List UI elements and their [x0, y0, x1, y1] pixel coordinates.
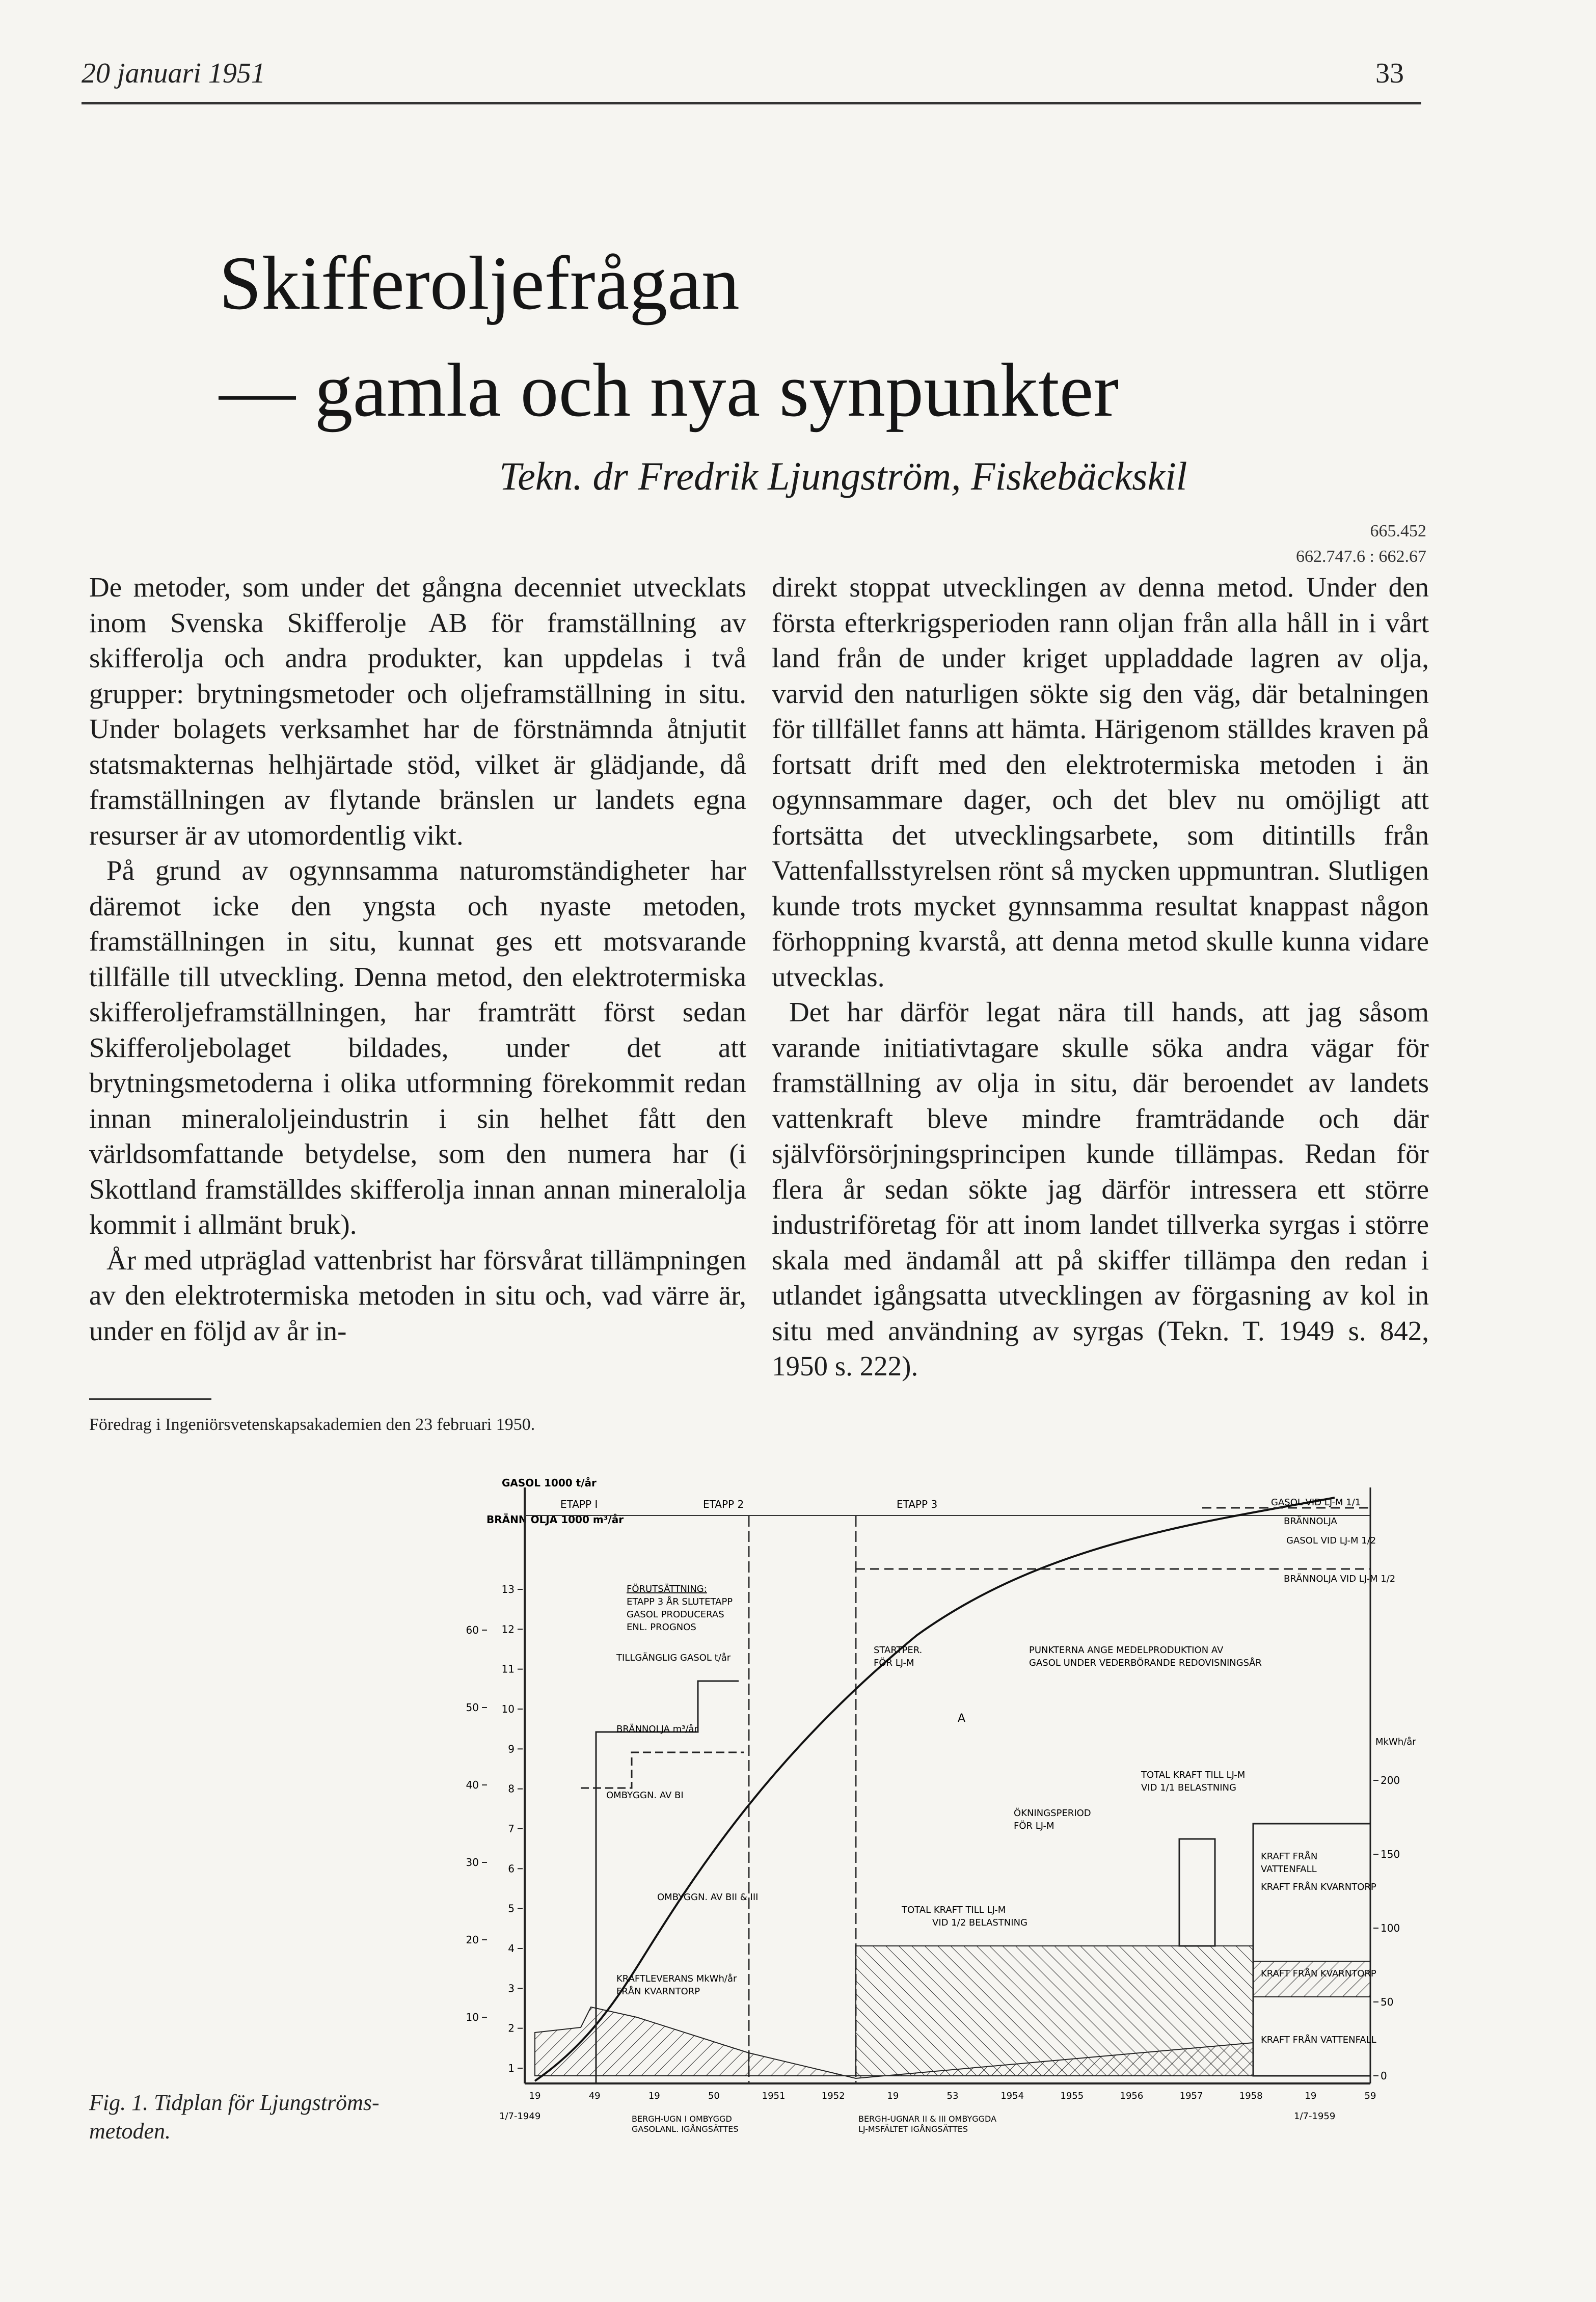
left-inner-tick-label: 6 [508, 1862, 515, 1875]
figure-caption-line-1: Fig. 1. Tidplan för Ljungströms- [89, 2090, 380, 2115]
left-inner-tick-label: 12 [501, 1623, 515, 1636]
note-startper: STARTPER. [874, 1645, 923, 1656]
note-vattenfall: VATTENFALL [1261, 1864, 1317, 1875]
class-code-2: 662.747.6 : 662.67 [1296, 547, 1426, 566]
year-label: 50 [708, 2091, 720, 2101]
note-kraft-kvarntorp-1: KRAFT FRÅN KVARNTORP [1261, 1882, 1376, 1892]
paragraph: direkt stoppat utvecklingen av denna metod. Under den första efterkrigsperioden rann oljan från alla håll in i vårt land från de under kriget uppladdade lagren av olja, varvid den naturligen sökte sig den väg, där betalningen för tillfället fanns att hämta. Härigenom ställdes kraven på fortsatt drift med den elektrotermiska metoden i än ogynnsammare dager, och det blev nu omöjligt att fortsätta det utvecklingsarbete, som ditintills från Vattenfallsstyrelsen rönt så mycken uppmuntran. Slutligen kunde trots mycket gynnsamma resultat knappast någon förhoppning kvarstå, att denna metod skulle kunna vidare utvecklas. [772, 572, 1429, 992]
paragraph: På grund av ogynnsamma naturomständigheter har däremot icke den yngsta och nyaste metoden, framställningen in situ, kunnat ges ett motsvarande tillfälle till utveckling. Denna metod, den elektrotermiska skifferoljeframställningen, har framträtt först sedan Skifferoljebolaget bildades, under det att brytningsmetoderna i olika utformning förekommit redan innan mineraloljeindustrin i sin helhet fått den världsomfattande betydelse, som den numera har (i Skottland framställdes skifferolja innan annan mineralolja kommit i allmänt bruk). [89, 855, 746, 1240]
kraft-kvarntorp-block [1253, 1961, 1370, 1997]
footnote-rule [89, 1398, 211, 1400]
paragraph: De metoder, som under det gångna decenniet utvecklats inom Svenska Skifferolje AB för framställning av skifferolja och andra produkter, kan uppdelas i två grupper: brytningsmetoder och oljeframställning in situ. Under bolagets verksamhet har de förstnämnda åtnjutit statsmakternas helhjärtade stöd, vilket är glädjande, då framställningen av flytande bränslen ur landets egna resurser är av utomordentlig vikt. [89, 572, 746, 851]
note-okningsperiod: ÖKNINGSPERIOD [1014, 1808, 1091, 1819]
left-outer-tick-label: 10 [466, 2011, 479, 2023]
left-inner-tick-label: 8 [508, 1782, 515, 1795]
note-forutsattning: FÖRUTSÄTTNING: [627, 1584, 707, 1594]
footnote: Föredrag i Ingeniörsvetenskapsakademien den 23 februari 1950. [89, 1415, 535, 1434]
note-total-kraft-half: TOTAL KRAFT TILL LJ-M [902, 1905, 1006, 1915]
axis-header-mkwh: MkWh/år [1375, 1737, 1416, 1747]
timeline-chart-svg [458, 1467, 1467, 2155]
year-label: 49 [588, 2091, 601, 2101]
year-label: 53 [946, 2091, 959, 2101]
year-label: 1958 [1239, 2091, 1263, 2101]
note-okningsperiod-2: FÖR LJ-M [1014, 1821, 1054, 1831]
axis-header-brannolja: BRÄNN OLJA 1000 m³/år [486, 1513, 624, 1526]
legend-brannolja: BRÄNNOLJA [1284, 1516, 1337, 1527]
left-inner-tick-label: 9 [508, 1743, 515, 1755]
paragraph: Det har därför legat nära till hands, att jag såsom varande initiativtagare skulle söka andra vägar för framställning av olja in situ, där beroendet av landets vattenkraft bleve mindre framträdande och där självförsörjningsprincipen kunde tillämpas. Redan för flera år sedan sökte jag därför intressera ett större industriföretag för att inom landet tillverka syrgas i större skala med ändamål att på skiffer tillämpa den redan i utlandet igångsatta utvecklingen av förgasning av kol in situ med användning av syrgas (Tekn. T. 1949 s. 842, 1950 s. 222). [772, 996, 1429, 1382]
year-label: 1954 [1000, 2091, 1024, 2101]
left-inner-tick-label: 1 [508, 2062, 515, 2074]
year-label: 19 [1305, 2091, 1317, 2101]
figure-caption-line-2: metoden. [89, 2119, 171, 2144]
legend-gasol-ljm-half: GASOL VID LJ-M 1/2 [1286, 1535, 1376, 1546]
left-outer-tick-label: 20 [466, 1934, 479, 1946]
note-kraft-fran: KRAFT FRÅN [1261, 1851, 1318, 1862]
note-forutsattning-3: GASOL PRODUCERAS [627, 1609, 724, 1620]
left-outer-ticks [466, 1624, 487, 2023]
note-total-kraft: TOTAL KRAFT TILL LJ-M [1141, 1770, 1246, 1780]
note-bergh-ugnar-2: LJ-MSFÄLTET IGÅNGSÄTTES [858, 2124, 968, 2134]
figure-caption [89, 2089, 446, 2146]
kraft-kvarntorp-area-early [535, 2007, 749, 2076]
note-tillganglig: TILLGÄNGLIG GASOL t/år [616, 1653, 731, 1663]
note-kraft-vattenfall: KRAFT FRÅN VATTENFALL [1261, 2035, 1376, 2045]
left-outer-tick-label: 50 [466, 1701, 479, 1714]
left-inner-tick-label: 10 [501, 1703, 515, 1715]
header-date: 20 januari 1951 [82, 58, 265, 89]
year-label: 1952 [821, 2091, 845, 2101]
year-label: 59 [1364, 2091, 1376, 2101]
note-bergh-ugnar-1: BERGH-UGNAR II & III OMBYGGDA [858, 2114, 997, 2124]
right-tick-label: 50 [1381, 1996, 1394, 2008]
note-for-ljm: FÖR LJ-M [874, 1658, 914, 1668]
right-ticks [1373, 1774, 1400, 2082]
stage-label-3: ETAPP 3 [897, 1498, 938, 1510]
year-label: 1957 [1179, 2091, 1203, 2101]
year-label: 1955 [1060, 2091, 1084, 2101]
year-label: 1956 [1120, 2091, 1144, 2101]
left-column [89, 570, 746, 1348]
note-vid-1-1: VID 1/1 BELASTNING [1141, 1782, 1236, 1793]
year-label: 19 [529, 2091, 541, 2101]
right-tick-label: 0 [1381, 2070, 1387, 2082]
date-label-end: 1/7-1959 [1294, 2111, 1336, 2122]
left-inner-tick-label: 5 [508, 1902, 515, 1915]
year-label: 19 [648, 2091, 660, 2101]
article-byline: Tekn. dr Fredrik Ljungström, Fiskebäckskil [499, 454, 1187, 498]
left-inner-tick-label: 11 [501, 1663, 515, 1675]
left-inner-tick-label: 4 [508, 1942, 515, 1955]
note-vid-1-2: VID 1/2 BELASTNING [932, 1917, 1027, 1928]
left-inner-tick-label: 3 [508, 1982, 515, 1995]
left-outer-tick-label: 60 [466, 1624, 479, 1636]
note-bergh-ugn-1: BERGH-UGN I OMBYGGD [632, 2114, 732, 2124]
note-brannolja: BRÄNNOLJA m³/år [616, 1724, 698, 1735]
header-rule [82, 102, 1421, 104]
note-forutsattning-2: ETAPP 3 ÅR SLUTETAPP [627, 1596, 733, 1607]
left-inner-tick-label: 2 [508, 2022, 515, 2035]
stage-label-1: ETAPP I [560, 1498, 598, 1510]
note-point-a: A [958, 1712, 966, 1725]
note-punkterna-2: GASOL UNDER VEDERBÖRANDE REDOVISNINGSÅR [1029, 1658, 1262, 1668]
note-kraftleverans: KRAFTLEVERANS MkWh/år [616, 1973, 737, 1984]
year-label: 1951 [762, 2091, 786, 2101]
page-number: 33 [1375, 58, 1404, 89]
left-inner-ticks [502, 1583, 523, 2074]
note-punkterna: PUNKTERNA ANGE MEDELPRODUKTION AV [1029, 1645, 1224, 1656]
paragraph: År med utpräglad vattenbrist har försvårat tillämpningen av den elektrotermiska metoden in situ och, vad värre är, under en följd av år in- [89, 1244, 746, 1346]
okningsperiod-box [1179, 1839, 1215, 1946]
brannolja-step [581, 1752, 744, 1788]
axis-header-gasol: GASOL 1000 t/år [502, 1477, 597, 1489]
year-ticks [529, 2091, 1376, 2101]
figure-timeline-chart [458, 1467, 1467, 2155]
right-tick-label: 150 [1381, 1848, 1400, 1860]
classification-codes [1212, 519, 1426, 570]
left-outer-tick-label: 40 [466, 1779, 479, 1791]
right-column [772, 570, 1429, 1384]
note-fran-kvarntorp: FRÅN KVARNTORP [616, 1986, 700, 1997]
year-label: 19 [887, 2091, 899, 2101]
article-title-line-1: Skifferoljefrågan [219, 241, 740, 326]
right-tick-label: 100 [1381, 1922, 1400, 1934]
note-forutsattning-4: ENL. PROGNOS [627, 1622, 696, 1633]
legend-brannolja-ljm-half: BRÄNNOLJA VID LJ-M 1/2 [1284, 1574, 1396, 1584]
right-tick-label: 200 [1381, 1774, 1400, 1786]
left-outer-tick-label: 30 [466, 1856, 479, 1868]
left-inner-tick-label: 13 [501, 1583, 515, 1595]
note-ombyggn-bi: OMBYGGN. AV BI [606, 1790, 684, 1801]
article-title-line-2: — gamla och nya synpunkter [219, 348, 1119, 432]
note-bergh-ugn-2: GASOLANL. IGÅNGSÄTTES [632, 2124, 739, 2134]
date-label-start: 1/7-1949 [499, 2111, 541, 2122]
left-inner-tick-label: 7 [508, 1823, 515, 1835]
stage-label-2: ETAPP 2 [703, 1498, 744, 1510]
note-kraft-kvarntorp-2: KRAFT FRÅN KVARNTORP [1261, 1968, 1376, 1979]
note-ombyggn-bii: OMBYGGN. AV BII & III [657, 1892, 759, 1903]
class-code-1: 665.452 [1370, 522, 1426, 540]
legend-gasol-ljm-1: GASOL VID LJ-M 1/1 [1271, 1497, 1361, 1508]
